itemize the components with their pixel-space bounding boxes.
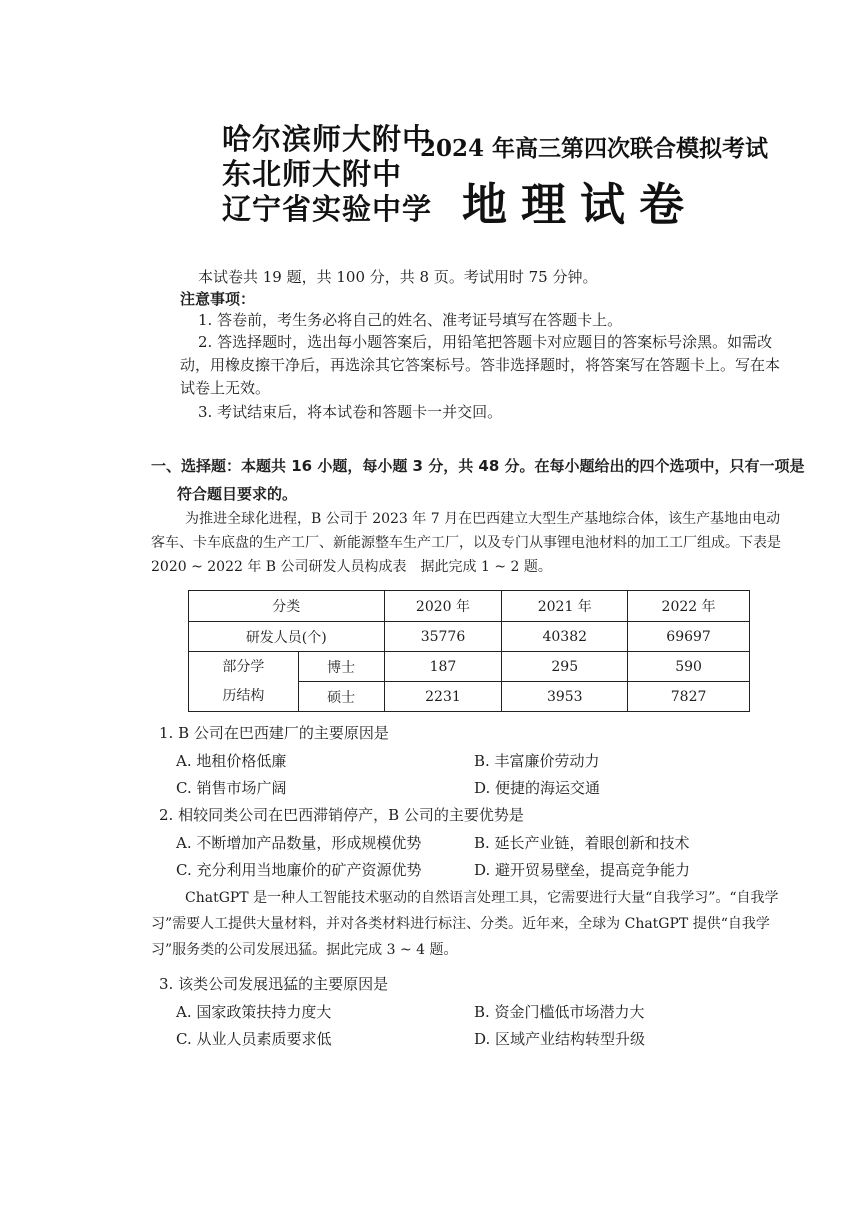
- option-b: B. 延长产业链，着眼创新和技术: [474, 834, 690, 852]
- group-label: 部分学: [222, 658, 265, 675]
- school-name: 辽宁省实验中学: [222, 192, 433, 226]
- table-header-cell: 2022 年: [628, 591, 750, 622]
- table-row: [189, 591, 750, 622]
- passage: 为推进全球化进程，B 公司于 2023 年 7 月在巴西建立大型生产基地综合体，该生产基地由电动客车、卡车底盘的生产工厂、新能源整车生产工厂，以及专门从事锂电池材料的加工工厂组成。下表是 2020 ~ 2022 年 B 公司研发人员构成表 据此完成 1 ~ 2 题。: [151, 511, 781, 575]
- option-c: C. 销售市场广阔: [176, 779, 287, 797]
- table-cell: 3953: [502, 682, 628, 712]
- exam-title: 2024 年高三第四次联合模拟考试: [420, 135, 769, 162]
- option-a: A. 国家政策扶持力度大: [176, 1003, 332, 1021]
- notice-title: 注意事项：: [180, 290, 256, 308]
- table-cell: 7827: [628, 682, 750, 712]
- school-name: 哈尔滨师大附中: [222, 122, 433, 156]
- exam-intro: 本试卷共 19 题，共 100 分，共 8 页。考试用时 75 分钟。: [198, 268, 598, 286]
- option-d: D. 区域产业结构转型升级: [474, 1030, 646, 1048]
- subject-title: 地理试卷: [462, 178, 699, 231]
- option-b: B. 丰富廉价劳动力: [474, 752, 600, 770]
- staff-table: [188, 590, 750, 712]
- table-header-cell: 分类: [189, 591, 385, 622]
- notice-item: 1. 答卷前，考生务必将自己的姓名、准考证号填写在答题卡上。: [198, 311, 623, 329]
- school-name: 东北师大附中: [222, 157, 403, 191]
- table-header-cell: 2020 年: [384, 591, 502, 622]
- table-cell: 2231: [384, 682, 502, 712]
- group-label: 历结构: [222, 687, 265, 704]
- table-cell: 硕士: [298, 682, 384, 712]
- table-row: [189, 622, 750, 652]
- passage: ChatGPT 是一种人工智能技术驱动的自然语言处理工具，它需要进行大量“自我学习”。“自我学习”需要人工提供大量材料，并对各类材料进行标注、分类。近年来，全球为 ChatGPT 提供“自我学习”服务类的公司发展迅猛。据此完成 3 ~ 4 题。: [151, 890, 779, 958]
- table-header-cell: 2021 年: [502, 591, 628, 622]
- section-title: 一、选择题：本题共 16 小题，每小题 3 分，共 48 分。在每小题给出的四个选项中，只有一项是符合题目要求的。: [151, 457, 805, 503]
- school-names: [222, 122, 432, 227]
- option-d: D. 便捷的海运交通: [474, 779, 601, 797]
- table-cell: 35776: [384, 622, 502, 652]
- table-cell: 博士: [298, 652, 384, 682]
- table-row: [189, 652, 750, 682]
- notice-item: 3. 考试结束后，将本试卷和答题卡一并交回。: [198, 403, 503, 421]
- table-cell: 590: [628, 652, 750, 682]
- option-d: D. 避开贸易壁垒，提高竞争能力: [474, 861, 691, 879]
- table-cell: 研发人员(个): [189, 622, 385, 652]
- option-c: C. 充分利用当地廉价的矿产资源优势: [176, 861, 422, 879]
- option-a: A. 地租价格低廉: [176, 752, 287, 770]
- table-cell: 40382: [502, 622, 628, 652]
- table-cell: 295: [502, 652, 628, 682]
- notice-item: 2. 答选择题时，选出每小题答案后，用铅笔把答题卡对应题目的答案标号涂黑。如需改动，用橡皮擦干净后，再选涂其它答案标号。答非选择题时，将答案写在答题卡上。写在本试卷上无效。: [180, 333, 781, 397]
- option-c: C. 从业人员素质要求低: [176, 1030, 332, 1048]
- question-stem: 3. 该类公司发展迅猛的主要原因是: [159, 975, 389, 993]
- option-a: A. 不断增加产品数量，形成规模优势: [176, 834, 422, 852]
- option-b: B. 资金门槛低市场潜力大: [474, 1003, 645, 1021]
- table-cell: 187: [384, 652, 502, 682]
- question-stem: 2. 相较同类公司在巴西滞销停产，B 公司的主要优势是: [159, 806, 524, 824]
- question-stem: 1. B 公司在巴西建厂的主要原因是: [159, 724, 389, 742]
- table-cell: 69697: [628, 622, 750, 652]
- table-cell-group: [189, 652, 299, 712]
